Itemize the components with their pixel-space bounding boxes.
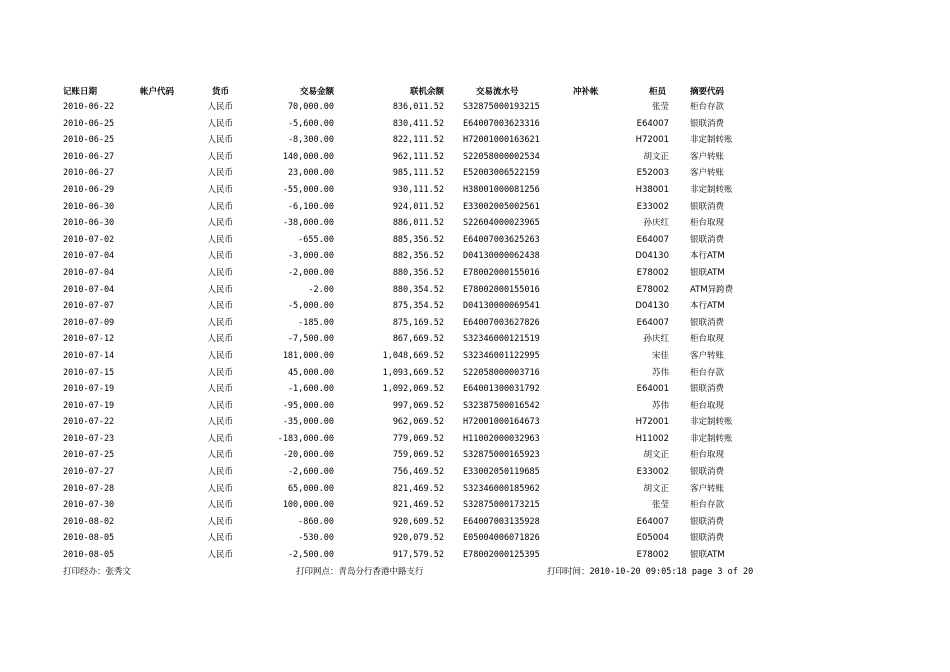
cell-serial: H72001000163621 [463,135,540,146]
cell-balance: 1,093,669.52 [382,367,444,378]
cell-currency: 人民币 [207,168,233,179]
cell-amount: -5,000.00 [287,301,334,312]
table-row [0,165,950,182]
cell-serial: E33002005002561 [463,201,540,212]
cell-serial: E05004006071826 [463,533,540,544]
cell-balance: 830,411.52 [392,118,444,129]
cell-teller: E52003 [636,168,669,179]
header-amount: 交易金额 [299,87,334,97]
table-row [0,248,950,265]
cell-balance: 962,111.52 [392,151,444,162]
cell-balance: 821,469.52 [392,483,444,494]
table-row [0,99,950,116]
cell-summary: 柜台存款 [690,102,725,112]
cell-serial: S22058000002534 [463,151,540,162]
cell-amount: 23,000.00 [287,168,334,179]
cell-date: 2010-07-09 [63,317,115,328]
table-row [0,149,950,166]
cell-date: 2010-07-30 [63,500,115,511]
cell-date: 2010-06-30 [63,218,115,229]
cell-serial: S32387500016542 [463,400,540,411]
cell-serial: E78002000155016 [463,284,540,295]
cell-balance: 924,011.52 [392,201,444,212]
cell-teller: 孙庆红 [643,334,669,345]
cell-serial: E64007003625263 [463,234,540,245]
cell-date: 2010-06-25 [63,118,115,129]
cell-teller: H72001 [635,135,669,146]
cell-date: 2010-06-30 [63,201,115,212]
cell-balance: 867,669.52 [392,334,444,345]
header-currency: 货币 [211,87,229,97]
header-date: 记账日期 [63,87,98,97]
table-row [0,481,950,498]
cell-serial: S32875000193215 [463,102,540,112]
cell-date: 2010-08-05 [63,550,115,561]
cell-summary: 柜台取现 [690,334,725,345]
cell-summary: 本行ATM [690,251,725,262]
header-reversal: 冲补帐 [573,87,599,97]
header-teller: 柜员 [648,87,666,97]
cell-serial: E33002050119685 [463,467,540,478]
cell-teller: H11002 [635,433,669,444]
cell-summary: 非定制转账 [690,184,733,195]
table-row [0,431,950,448]
cell-date: 2010-07-14 [63,350,115,361]
cell-summary: 客户转账 [690,350,725,361]
cell-balance: 985,111.52 [392,168,444,179]
cell-currency: 人民币 [207,334,233,345]
cell-amount: -1,600.00 [287,384,334,395]
cell-summary: 柜台存款 [690,500,725,511]
table-row [0,182,950,199]
cell-balance: 962,069.52 [392,417,444,428]
cell-summary: 非定制转账 [690,135,733,146]
table-row [0,282,950,299]
cell-balance: 756,469.52 [392,467,444,478]
cell-date: 2010-06-25 [63,135,115,146]
cell-currency: 人民币 [207,533,233,544]
print-footer [0,563,950,579]
cell-summary: 银联ATM [690,550,725,561]
cell-teller: 胡文正 [643,483,669,494]
cell-balance: 885,356.52 [392,234,444,245]
cell-currency: 人民币 [207,118,233,129]
cell-currency: 人民币 [207,284,233,295]
cell-balance: 997,069.52 [392,400,444,411]
cell-balance: 1,092,069.52 [382,384,444,395]
cell-balance: 822,111.52 [392,135,444,146]
cell-summary: 银联消费 [690,467,725,478]
cell-teller: E64007 [636,317,669,328]
cell-teller: H38001 [635,184,669,195]
cell-amount: -2,600.00 [287,467,334,478]
cell-summary: 柜台取现 [690,218,725,229]
cell-currency: 人民币 [207,483,233,494]
cell-date: 2010-07-02 [63,234,115,245]
cell-balance: 1,048,669.52 [382,350,444,361]
cell-currency: 人民币 [207,400,233,411]
cell-currency: 人民币 [207,251,233,262]
cell-date: 2010-08-02 [63,516,115,527]
cell-date: 2010-07-12 [63,334,115,345]
cell-teller: E64007 [636,234,669,245]
cell-amount: 70,000.00 [287,102,334,112]
cell-currency: 人民币 [207,151,233,162]
header-account: 帐户代码 [140,87,175,97]
cell-summary: 银联ATM [690,267,725,278]
cell-teller: E64001 [636,384,669,395]
cell-summary: 银联消费 [690,118,725,129]
cell-amount: -6,100.00 [287,201,334,212]
cell-date: 2010-07-27 [63,467,115,478]
cell-teller: 张莹 [651,500,669,511]
footer-branch: 打印网点：青岛分行香港中路支行 [296,567,424,577]
cell-currency: 人民币 [207,301,233,312]
cell-summary: 银联消费 [690,384,725,395]
cell-summary: 非定制转账 [690,433,733,444]
table-row [0,132,950,149]
cell-currency: 人民币 [207,267,233,278]
cell-date: 2010-06-27 [63,151,115,162]
cell-summary: ATM异跨费 [690,284,734,295]
cell-teller: 苏伟 [651,367,669,378]
cell-serial: D04130000069541 [463,301,540,312]
footer-operator: 打印经办：张秀文 [63,567,132,577]
cell-summary: 客户转账 [690,151,725,162]
cell-teller: E64007 [636,118,669,129]
footer-print-time: 打印时间：2010-10-20 09:05:18 page 3 of 20 [547,567,754,577]
cell-teller: H72001 [635,417,669,428]
cell-amount: -655.00 [298,234,334,245]
table-row [0,215,950,232]
cell-serial: S32346000185962 [463,483,540,494]
cell-serial: E64007003135928 [463,516,540,527]
cell-balance: 921,469.52 [392,500,444,511]
cell-balance: 836,011.52 [392,102,444,112]
cell-teller: E78002 [636,267,669,278]
cell-teller: E33002 [636,467,669,478]
cell-currency: 人民币 [207,467,233,478]
cell-amount: -2,500.00 [287,550,334,561]
table-row [0,331,950,348]
cell-teller: 苏伟 [651,400,669,411]
cell-teller: E33002 [636,201,669,212]
table-row [0,447,950,464]
cell-currency: 人民币 [207,367,233,378]
cell-summary: 银联消费 [690,516,725,527]
cell-currency: 人民币 [207,201,233,212]
cell-currency: 人民币 [207,218,233,229]
table-row [0,365,950,382]
header-summary: 摘要代码 [690,87,725,97]
cell-amount: -38,000.00 [282,218,334,229]
cell-amount: -35,000.00 [282,417,334,428]
table-row [0,414,950,431]
column-header-row [0,84,950,100]
cell-currency: 人民币 [207,317,233,328]
cell-serial: H38001000081256 [463,184,540,195]
cell-date: 2010-06-22 [63,102,115,112]
table-row [0,398,950,415]
cell-date: 2010-07-22 [63,417,115,428]
cell-amount: -55,000.00 [282,184,334,195]
cell-teller: 孙庆红 [643,218,669,229]
table-row [0,530,950,547]
cell-serial: H72001000164673 [463,417,540,428]
cell-balance: 779,069.52 [392,433,444,444]
cell-balance: 880,354.52 [392,284,444,295]
table-row [0,199,950,216]
table-row [0,348,950,365]
cell-summary: 客户转账 [690,168,725,179]
table-row [0,232,950,249]
cell-teller: 胡文正 [643,151,669,162]
cell-amount: -860.00 [298,516,334,527]
cell-currency: 人民币 [207,234,233,245]
table-row [0,116,950,133]
cell-date: 2010-07-19 [63,384,115,395]
cell-amount: -530.00 [298,533,334,544]
cell-summary: 本行ATM [690,301,725,312]
cell-date: 2010-07-19 [63,400,115,411]
cell-serial: S32346001122995 [463,350,540,361]
table-row [0,464,950,481]
cell-summary: 柜台取现 [690,450,725,461]
cell-currency: 人民币 [207,350,233,361]
cell-summary: 银联消费 [690,234,725,245]
cell-amount: -20,000.00 [282,450,334,461]
cell-serial: E52003006522159 [463,168,540,179]
cell-serial: E78002000125395 [463,550,540,561]
cell-amount: -8,300.00 [287,135,334,146]
cell-amount: 181,000.00 [282,350,334,361]
cell-amount: -3,000.00 [287,251,334,262]
cell-balance: 875,354.52 [392,301,444,312]
cell-teller: D04130 [635,251,669,262]
table-row [0,547,950,564]
table-row [0,315,950,332]
cell-serial: S22604000023965 [463,218,540,229]
table-row [0,265,950,282]
cell-serial: S32875000165923 [463,450,540,461]
table-row [0,497,950,514]
cell-balance: 875,169.52 [392,317,444,328]
cell-teller: E78002 [636,284,669,295]
cell-serial: E64001300031792 [463,384,540,395]
cell-amount: -95,000.00 [282,400,334,411]
cell-summary: 银联消费 [690,317,725,328]
cell-serial: S22058000003716 [463,367,540,378]
cell-date: 2010-07-04 [63,251,115,262]
cell-date: 2010-07-23 [63,433,115,444]
cell-teller: 宋佳 [651,350,669,361]
cell-balance: 920,609.52 [392,516,444,527]
cell-date: 2010-07-07 [63,301,115,312]
cell-date: 2010-07-04 [63,284,115,295]
cell-currency: 人民币 [207,102,233,112]
cell-serial: D04130000062438 [463,251,540,262]
cell-summary: 银联消费 [690,201,725,212]
cell-amount: -185.00 [298,317,334,328]
cell-teller: 胡文正 [643,450,669,461]
cell-currency: 人民币 [207,184,233,195]
cell-amount: -7,500.00 [287,334,334,345]
cell-balance: 930,111.52 [392,184,444,195]
cell-serial: S32346000121519 [463,334,540,345]
cell-amount: 45,000.00 [287,367,334,378]
cell-amount: -2,000.00 [287,267,334,278]
cell-serial: H11002000032963 [463,433,540,444]
cell-teller: 张莹 [651,102,669,112]
cell-currency: 人民币 [207,450,233,461]
table-row [0,514,950,531]
cell-currency: 人民币 [207,384,233,395]
header-balance: 联机余额 [409,87,444,97]
cell-serial: E64007003623316 [463,118,540,129]
cell-date: 2010-07-25 [63,450,115,461]
cell-teller: E05004 [636,533,669,544]
table-row [0,381,950,398]
cell-teller: D04130 [635,301,669,312]
cell-balance: 886,011.52 [392,218,444,229]
cell-currency: 人民币 [207,433,233,444]
cell-summary: 客户转账 [690,483,725,494]
cell-date: 2010-07-28 [63,483,115,494]
cell-teller: E78002 [636,550,669,561]
cell-amount: -2.00 [308,284,334,295]
cell-summary: 柜台存款 [690,367,725,378]
cell-date: 2010-06-27 [63,168,115,179]
cell-amount: 65,000.00 [287,483,334,494]
cell-balance: 917,579.52 [392,550,444,561]
cell-balance: 759,069.52 [392,450,444,461]
cell-summary: 柜台取现 [690,400,725,411]
cell-serial: S32875000173215 [463,500,540,511]
cell-summary: 银联消费 [690,533,725,544]
cell-currency: 人民币 [207,516,233,527]
cell-currency: 人民币 [207,417,233,428]
cell-currency: 人民币 [207,500,233,511]
cell-amount: -5,600.00 [287,118,334,129]
cell-serial: E64007003627826 [463,317,540,328]
header-serial: 交易流水号 [476,87,519,97]
cell-balance: 880,356.52 [392,267,444,278]
cell-date: 2010-08-05 [63,533,115,544]
cell-amount: -183,000.00 [277,433,334,444]
cell-date: 2010-07-15 [63,367,115,378]
cell-balance: 920,079.52 [392,533,444,544]
cell-serial: E78002000155016 [463,267,540,278]
cell-summary: 非定制转账 [690,417,733,428]
cell-balance: 882,356.52 [392,251,444,262]
cell-amount: 140,000.00 [282,151,334,162]
cell-currency: 人民币 [207,550,233,561]
transaction-table [0,99,950,564]
cell-date: 2010-06-29 [63,184,115,195]
cell-teller: E64007 [636,516,669,527]
cell-currency: 人民币 [207,135,233,146]
cell-amount: 100,000.00 [282,500,334,511]
cell-date: 2010-07-04 [63,267,115,278]
table-row [0,298,950,315]
